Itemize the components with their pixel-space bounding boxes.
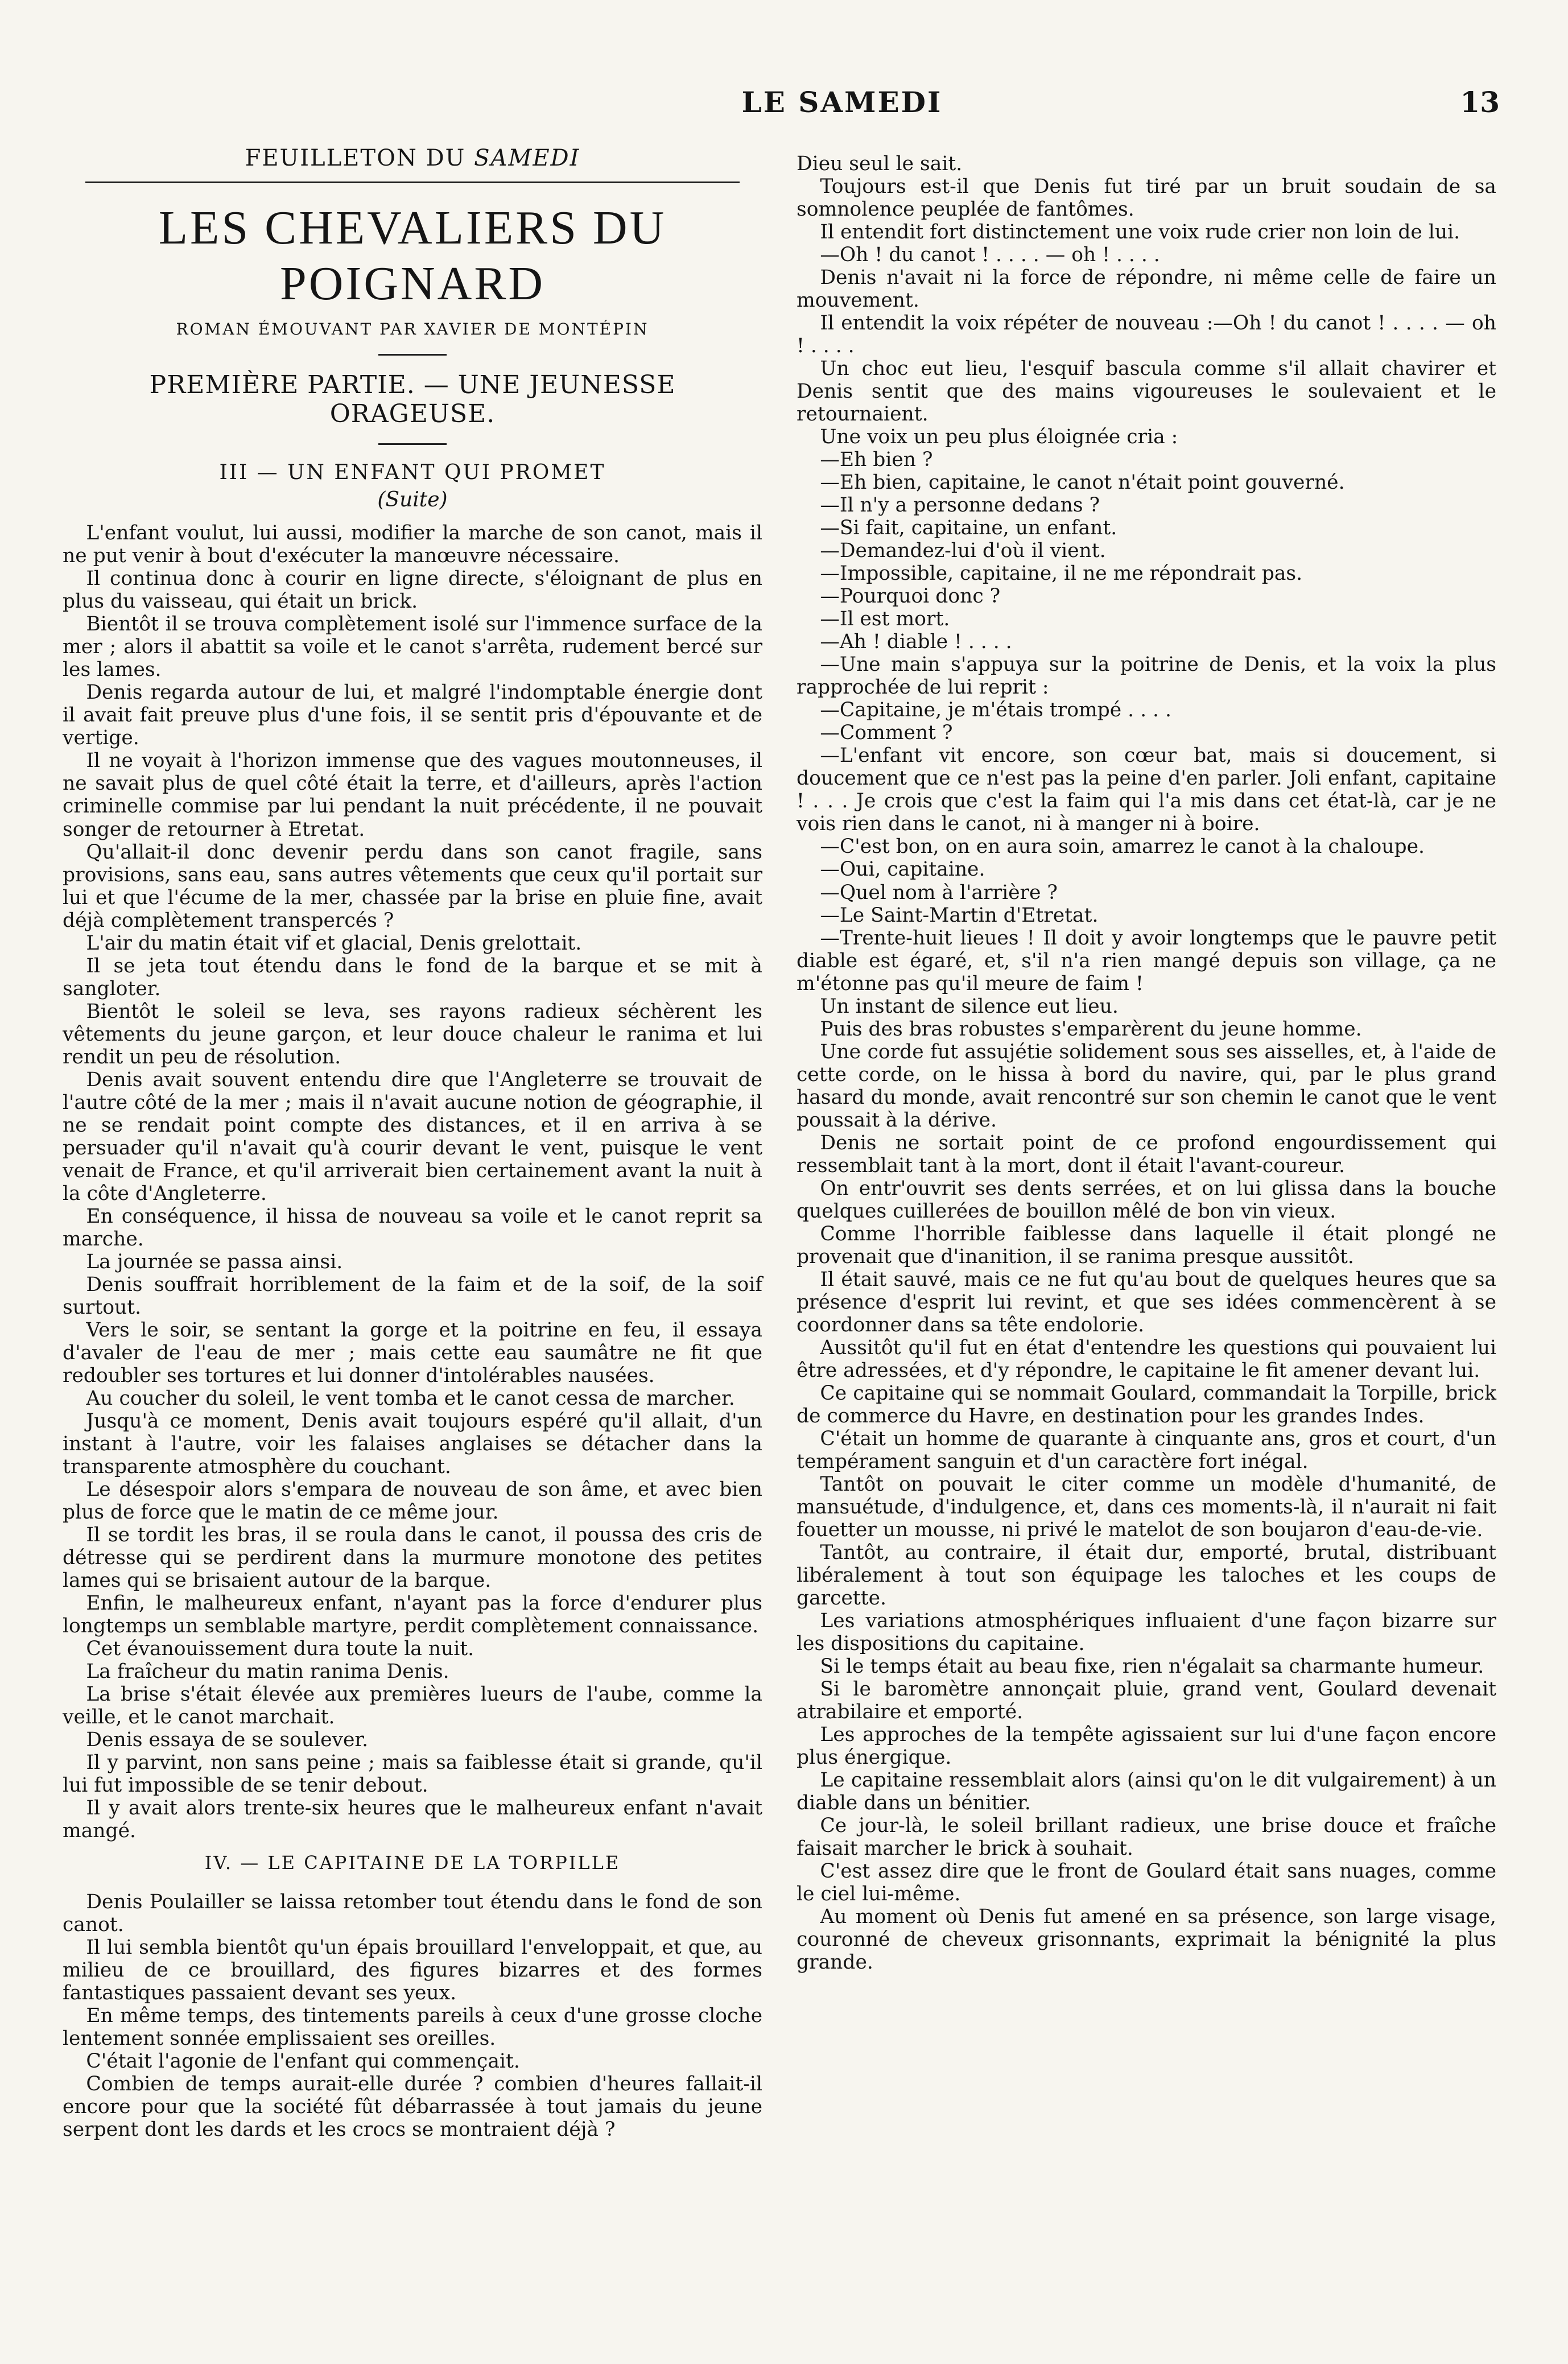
paragraph: —Oh ! du canot ! . . . . — oh ! . . . .: [820, 244, 1160, 267]
paragraph: La journée se passa ainsi.: [86, 1250, 343, 1273]
paragraph: Si le temps était au beau fixe, rien n'égalait sa charmante humeur.: [820, 1655, 1484, 1678]
paragraph: —Ah ! diable ! . . . .: [820, 630, 1012, 654]
paragraph: Les variations atmosphériques influaient d'une façon bizarre sur les dispositions du capitaine.: [797, 1610, 1496, 1656]
paragraph: Il continua donc à courir en ligne directe, s'éloignant de plus en plus du vaisseau, qui était un brick.: [63, 567, 762, 613]
paragraph: —Il n'y a personne dedans ?: [820, 494, 1100, 517]
paragraph: Bientôt il se trouva complètement isolé sur l'immence surface de la mer ; alors il abattit sa voile et le canot s'arrêta, rudement bercé sur les lames.: [63, 613, 762, 682]
paragraph: C'est assez dire que le front de Goulard était sans nuages, comme le ciel lui-même.: [797, 1860, 1496, 1906]
page-header: [0, 85, 1568, 131]
paragraph: Denis avait souvent entendu dire que l'Angleterre se trouvait de l'autre côté de la mer ; mais il n'avait aucune notion de géographie, il ne se rendait point compte des distances, et il en arriva à se persuader qu'il n'avait qu'à courir devant le vent, puisque le vent venait de France, et qu'il arriverait bien certainement avant la nuit à la côte d'Angleterre.: [63, 1068, 762, 1205]
chapter-heading: IV. — LE CAPITAINE DE LA TORPILLE: [204, 1852, 621, 1874]
paragraph: Un instant de silence eut lieu.: [820, 995, 1119, 1018]
paragraph: —Il est mort.: [820, 608, 950, 631]
paragraph: Denis Poulailler se laissa retomber tout étendu dans le fond de son canot.: [63, 1891, 762, 1937]
paragraph: Aussitôt qu'il fut en état d'entendre les questions qui pouvaient lui être adressées, et d'y répondre, le capitaine le fit amener devant lui.: [797, 1336, 1496, 1382]
feuilleton-text: FEUILLETON DU: [245, 145, 466, 171]
paragraph: Dieu seul le sait.: [797, 152, 963, 175]
paragraph: —L'enfant vit encore, son cœur bat, mais si doucement, si doucement que ce n'est pas la peine d'en parler. Joli enfant, capitaine ! . . . Je crois que c'est la faim qui l'a mis dans cet état-là, car je ne vois rien dans le canot, ni à manger ni à boire.: [797, 744, 1496, 836]
page-number: 13: [1460, 85, 1500, 119]
paragraph: Il était sauvé, mais ce ne fut qu'au bout de quelques heures que sa présence d'esprit lui revint, et que ses idées commencèrent à se coordonner dans sa tête endolorie.: [797, 1268, 1496, 1336]
paragraph: Il se jeta tout étendu dans le fond de la barque et se mit à sangloter.: [63, 954, 762, 1000]
chapter4-body: [63, 1891, 762, 2141]
paragraph: Toujours est-il que Denis fut tiré par un bruit soudain de sa somnolence peuplée de fantômes.: [797, 175, 1496, 221]
paragraph: —Capitaine, je m'étais trompé . . . .: [820, 699, 1171, 722]
paragraph: Ce jour-là, le soleil brillant radieux, une brise douce et fraîche faisait marcher le brick à souhait.: [797, 1814, 1496, 1860]
paragraph: —Quel nom à l'arrière ?: [820, 881, 1058, 904]
paragraph: Qu'allait-il donc devenir perdu dans son canot fragile, sans provisions, sans eau, sans autres vêtements que ceux qu'il portait sur lui et que l'écume de la mer, chassée par la brise en pluie fine, avait déjà complètement transpercés ?: [63, 840, 762, 932]
paragraph: Les approches de la tempête agissaient sur lui d'une façon encore plus énergique.: [797, 1723, 1496, 1769]
paragraph: Denis souffrait horriblement de la faim et de la soif, de la soif surtout.: [63, 1273, 762, 1319]
novel-title: LES CHEVALIERS DU POIGNARD: [158, 201, 667, 310]
paragraph: Il lui sembla bientôt qu'un épais brouillard l'enveloppait, et que, au milieu de ce brouillard, des figures bizarres et des formes fantastiques passaient devant ses yeux.: [63, 1936, 762, 2005]
paragraph: —Oui, capitaine.: [820, 858, 985, 881]
novel-subtitle: ROMAN ÉMOUVANT PAR XAVIER DE MONTÉPIN: [176, 320, 649, 339]
paragraph: Cet évanouissement dura toute la nuit.: [86, 1637, 474, 1661]
paragraph: Il entendit la voix répéter de nouveau :—Oh ! du canot ! . . . . — oh ! . . . .: [797, 312, 1496, 358]
paragraph: Denis ne sortait point de ce profond engourdissement qui ressemblait tant à la mort, dont il était l'avant-coureur.: [797, 1131, 1496, 1177]
paragraph: Ce capitaine qui se nommait Goulard, commandait la Torpille, brick de commerce du Havre, en destination pour les grandes Indes.: [797, 1381, 1496, 1428]
right-column: [797, 152, 1496, 1974]
paragraph: Enfin, le malheureux enfant, n'ayant pas la force d'endurer plus longtemps un semblable martyre, perdit complètement connaissance.: [63, 1592, 762, 1638]
paragraph: Il entendit fort distinctement une voix rude crier non loin de lui.: [820, 221, 1460, 244]
paragraph: Au moment où Denis fut amené en sa présence, son large visage, couronné de cheveux grisonnants, exprimait la bénignité la plus grande.: [797, 1905, 1496, 1974]
paragraph: Jusqu'à ce moment, Denis avait toujours espéré qu'il allait, d'un instant à l'autre, voir les falaises anglaises se détacher dans la transparente atmosphère du couchant.: [63, 1409, 762, 1478]
paragraph: —Si fait, capitaine, un enfant.: [820, 517, 1117, 540]
paragraph: Vers le soir, se sentant la gorge et la poitrine en feu, il essaya d'avaler de l'eau de mer ; mais cette eau saumâtre ne fit que redoubler ses tortures et lui donner d'intolérables nausées.: [63, 1318, 762, 1387]
paragraph: Au coucher du soleil, le vent tomba et le canot cessa de marcher.: [86, 1387, 735, 1410]
paragraph: Il se tordit les bras, il se roula dans le canot, il poussa des cris de détresse qui se perdirent dans la murmure monotone des petites lames qui se brisaient autour de la barque.: [63, 1523, 762, 1592]
paragraph: L'air du matin était vif et glacial, Denis grelottait.: [86, 931, 582, 955]
paragraph: —C'est bon, on en aura soin, amarrez le canot à la chaloupe.: [820, 835, 1425, 859]
paragraph: —Demandez-lui d'où il vient.: [820, 539, 1106, 563]
paragraph: L'enfant voulut, lui aussi, modifier la marche de son canot, mais il ne put venir à bout d'exécuter la manœuvre nécessaire.: [63, 522, 762, 568]
paragraph: —Une main s'appuya sur la poitrine de Denis, et la voix la plus rapprochée de lui reprit :: [797, 653, 1496, 699]
paragraph: Il y avait alors trente-six heures que le malheureux enfant n'avait mangé.: [63, 1797, 762, 1843]
paragraph: Puis des bras robustes s'emparèrent du jeune homme.: [820, 1017, 1362, 1041]
divider-rule: [378, 443, 447, 445]
chapter-suite: (Suite): [377, 488, 448, 511]
paragraph: La fraîcheur du matin ranima Denis.: [86, 1660, 449, 1684]
paragraph: Tantôt, au contraire, il était dur, emporté, brutal, distribuant libéralement à tout son équipage les taloches et les coups de garcette.: [797, 1541, 1496, 1610]
paragraph: Une voix un peu plus éloignée cria :: [820, 426, 1178, 449]
paragraph: On entr'ouvrit ses dents serrées, et on lui glissa dans la bouche quelques cuillerées de bouillon mêlé de bon vin vieux.: [797, 1177, 1496, 1223]
paragraph: Tantôt on pouvait le citer comme un modèle d'humanité, de mansuétude, d'indulgence, et, dans ces moments-là, il n'aurait ni fait fouetter un mousse, ni privé le matelot de son boujaron d'eau-de-vie.: [797, 1472, 1496, 1541]
paragraph: C'était un homme de quarante à cinquante ans, gros et court, d'un tempérament sanguin et d'un caractère fort inégal.: [797, 1427, 1496, 1473]
title-rule: [85, 181, 740, 183]
paragraph: Le désespoir alors s'empara de nouveau de son âme, et avec bien plus de force que le matin de ce même jour.: [63, 1478, 762, 1524]
paragraph: —Eh bien ?: [820, 448, 933, 472]
paragraph: Il ne voyait à l'horizon immense que des vagues moutonneuses, il ne savait plus de quel côté était la terre, et d'ailleurs, après l'action criminelle commise par lui pendant la nuit précédente, il ne pouvait songer de retourner à Etretat.: [63, 749, 762, 841]
right-column-body: [797, 152, 1496, 1974]
paragraph: Denis regarda autour de lui, et malgré l'indomptable énergie dont il avait fait preuve plus d'une fois, il se sentit pris d'épouvante et de vertige.: [63, 681, 762, 750]
paragraph: Denis essaya de se soulever.: [86, 1728, 369, 1752]
paragraph: La brise s'était élevée aux premières lueurs de l'aube, comme la veille, et le canot marchait.: [63, 1683, 762, 1729]
paragraph: —Eh bien, capitaine, le canot n'était point gouverné.: [820, 471, 1345, 494]
paragraph: Combien de temps aurait-elle durée ? combien d'heures fallait-il encore pour que la société fût débarrassée à tout jamais du jeune serpent dont les dards et les crocs se montraient déjà ?: [63, 2073, 762, 2142]
paragraph: Une corde fut assujétie solidement sous ses aisselles, et, à l'aide de cette corde, on le hissa à bord du navire, qui, par le plus grand hasard du monde, avait rencontré sur son chemin le canot que le vent poussait à la dérive.: [797, 1040, 1496, 1132]
paragraph: Il y parvint, non sans peine ; mais sa faiblesse était si grande, qu'il lui fut impossible de se tenir debout.: [63, 1751, 762, 1797]
paragraph: —Comment ?: [820, 721, 953, 745]
paragraph: —Impossible, capitaine, il ne me répondrait pas.: [820, 562, 1303, 585]
paragraph: Si le baromètre annonçait pluie, grand vent, Goulard devenait atrabilaire et emporté.: [797, 1678, 1496, 1724]
chapter3-body: [63, 522, 762, 1842]
paragraph: Le capitaine ressemblait alors (ainsi qu'on le dit vulgairement) à un diable dans un bénitier.: [797, 1769, 1496, 1815]
paragraph: —Trente-huit lieues ! Il doit y avoir longtemps que le pauvre petit diable est égaré, et, s'il n'a rien mangé depuis son village, ça ne m'étonne pas qu'il meure de faim !: [797, 926, 1496, 995]
paragraph: —Le Saint-Martin d'Etretat.: [820, 903, 1099, 927]
paragraph: En même temps, des tintements pareils à ceux d'une grosse cloche lentement sonnée emplissaient ses oreilles.: [63, 2004, 762, 2051]
paragraph: —Pourquoi donc ?: [820, 585, 1001, 608]
feuilleton-italic: SAMEDI: [474, 145, 580, 171]
feuilleton-label: [63, 145, 762, 171]
divider-rule: [378, 354, 447, 356]
left-column: [63, 145, 762, 2141]
part-heading: PREMIÈRE PARTIE. — UNE JEUNESSE ORAGEUSE.: [149, 370, 676, 428]
paragraph: Un choc eut lieu, l'esquif bascula comme s'il allait chavirer et Denis sentit que des mains vigoureuses le soulevaient et le retournaient.: [797, 357, 1496, 426]
paragraph: Denis n'avait ni la force de répondre, ni même celle de faire un mouvement.: [797, 266, 1496, 312]
paragraph: Bientôt le soleil se leva, ses rayons radieux séchèrent les vêtements du jeune garçon, et leur douce chaleur le ranima et lui rendit un peu de résolution.: [63, 1000, 762, 1068]
paragraph: Comme l'horrible faiblesse dans laquelle il était plongé ne provenait que d'inanition, il se ranima presque aussitôt.: [797, 1222, 1496, 1268]
paragraph: En conséquence, il hissa de nouveau sa voile et le canot reprit sa marche.: [63, 1204, 762, 1251]
chapter-heading: III — UN ENFANT QUI PROMET: [219, 460, 606, 484]
paragraph: C'était l'agonie de l'enfant qui commençait.: [86, 2050, 520, 2073]
masthead: LE SAMEDI: [741, 85, 943, 119]
